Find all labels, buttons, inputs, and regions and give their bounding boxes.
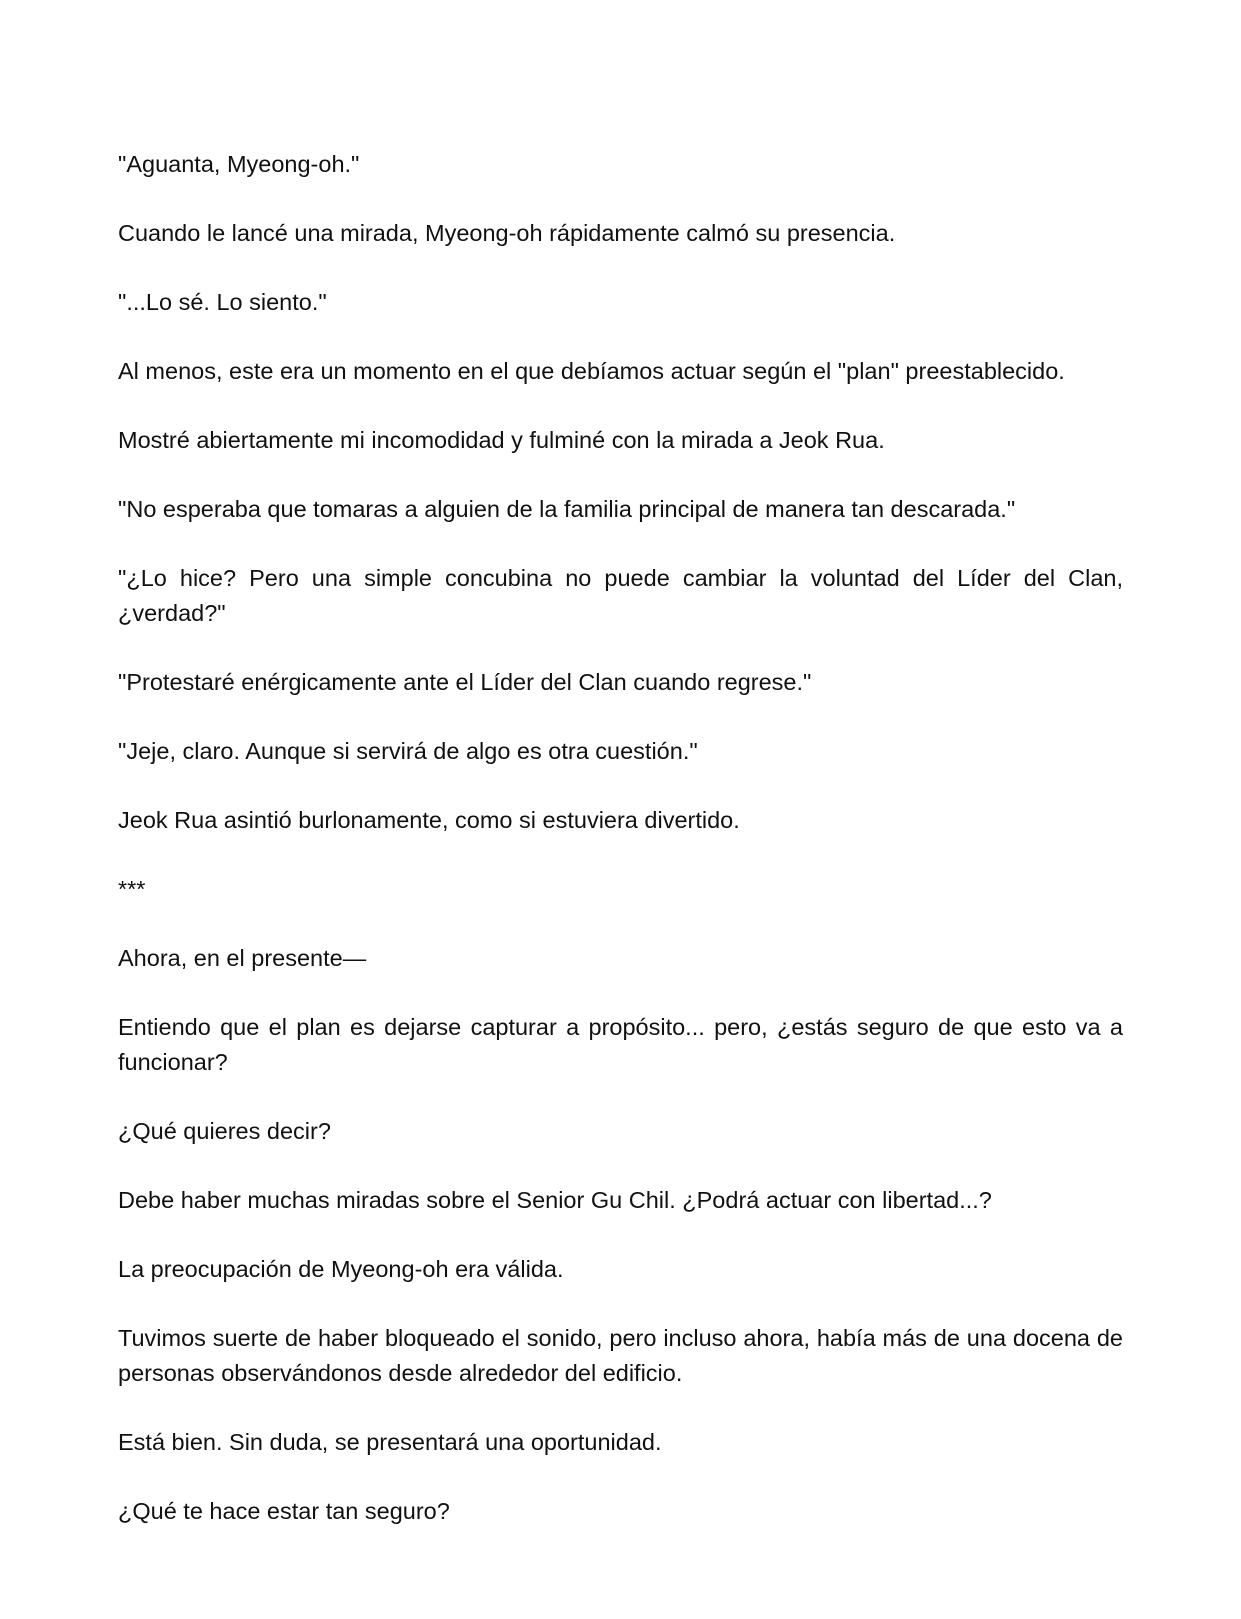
- paragraph: Mostré abiertamente mi incomodidad y fulminé con la mirada a Jeok Rua.: [118, 427, 885, 453]
- paragraph: Entiendo que el plan es dejarse capturar a propósito... pero, ¿estás seguro de que esto va a funcionar?: [118, 1014, 1123, 1075]
- paragraph: "Aguanta, Myeong-oh.": [118, 151, 360, 177]
- paragraph: "...Lo sé. Lo siento.": [118, 289, 327, 315]
- paragraph: "¿Lo hice? Pero una simple concubina no puede cambiar la voluntad del Líder del Clan, ¿verdad?": [118, 565, 1123, 626]
- paragraph: ¿Qué te hace estar tan seguro?: [118, 1498, 450, 1524]
- paragraph: ¿Qué quieres decir?: [118, 1118, 331, 1144]
- paragraph: Al menos, este era un momento en el que debíamos actuar según el "plan" preestablecido.: [118, 358, 1065, 384]
- paragraph: Ahora, en el presente—: [118, 945, 367, 971]
- paragraph: Cuando le lancé una mirada, Myeong-oh rápidamente calmó su presencia.: [118, 220, 896, 246]
- document-page: [118, 147, 1123, 1529]
- paragraph: La preocupación de Myeong-oh era válida.: [118, 1256, 564, 1282]
- paragraph: "Jeje, claro. Aunque si servirá de algo es otra cuestión.": [118, 738, 698, 764]
- paragraph: Está bien. Sin duda, se presentará una oportunidad.: [118, 1429, 662, 1455]
- scene-break: ***: [118, 876, 146, 902]
- paragraph: "Protestaré enérgicamente ante el Líder del Clan cuando regrese.": [118, 669, 812, 695]
- paragraph: Tuvimos suerte de haber bloqueado el sonido, pero incluso ahora, había más de una docena de personas observándonos desde alrededor del edificio.: [118, 1325, 1123, 1386]
- paragraph: Jeok Rua asintió burlonamente, como si estuviera divertido.: [118, 807, 740, 833]
- paragraph: Debe haber muchas miradas sobre el Senior Gu Chil. ¿Podrá actuar con libertad...?: [118, 1187, 992, 1213]
- paragraph: "No esperaba que tomaras a alguien de la familia principal de manera tan descarada.": [118, 496, 1016, 522]
